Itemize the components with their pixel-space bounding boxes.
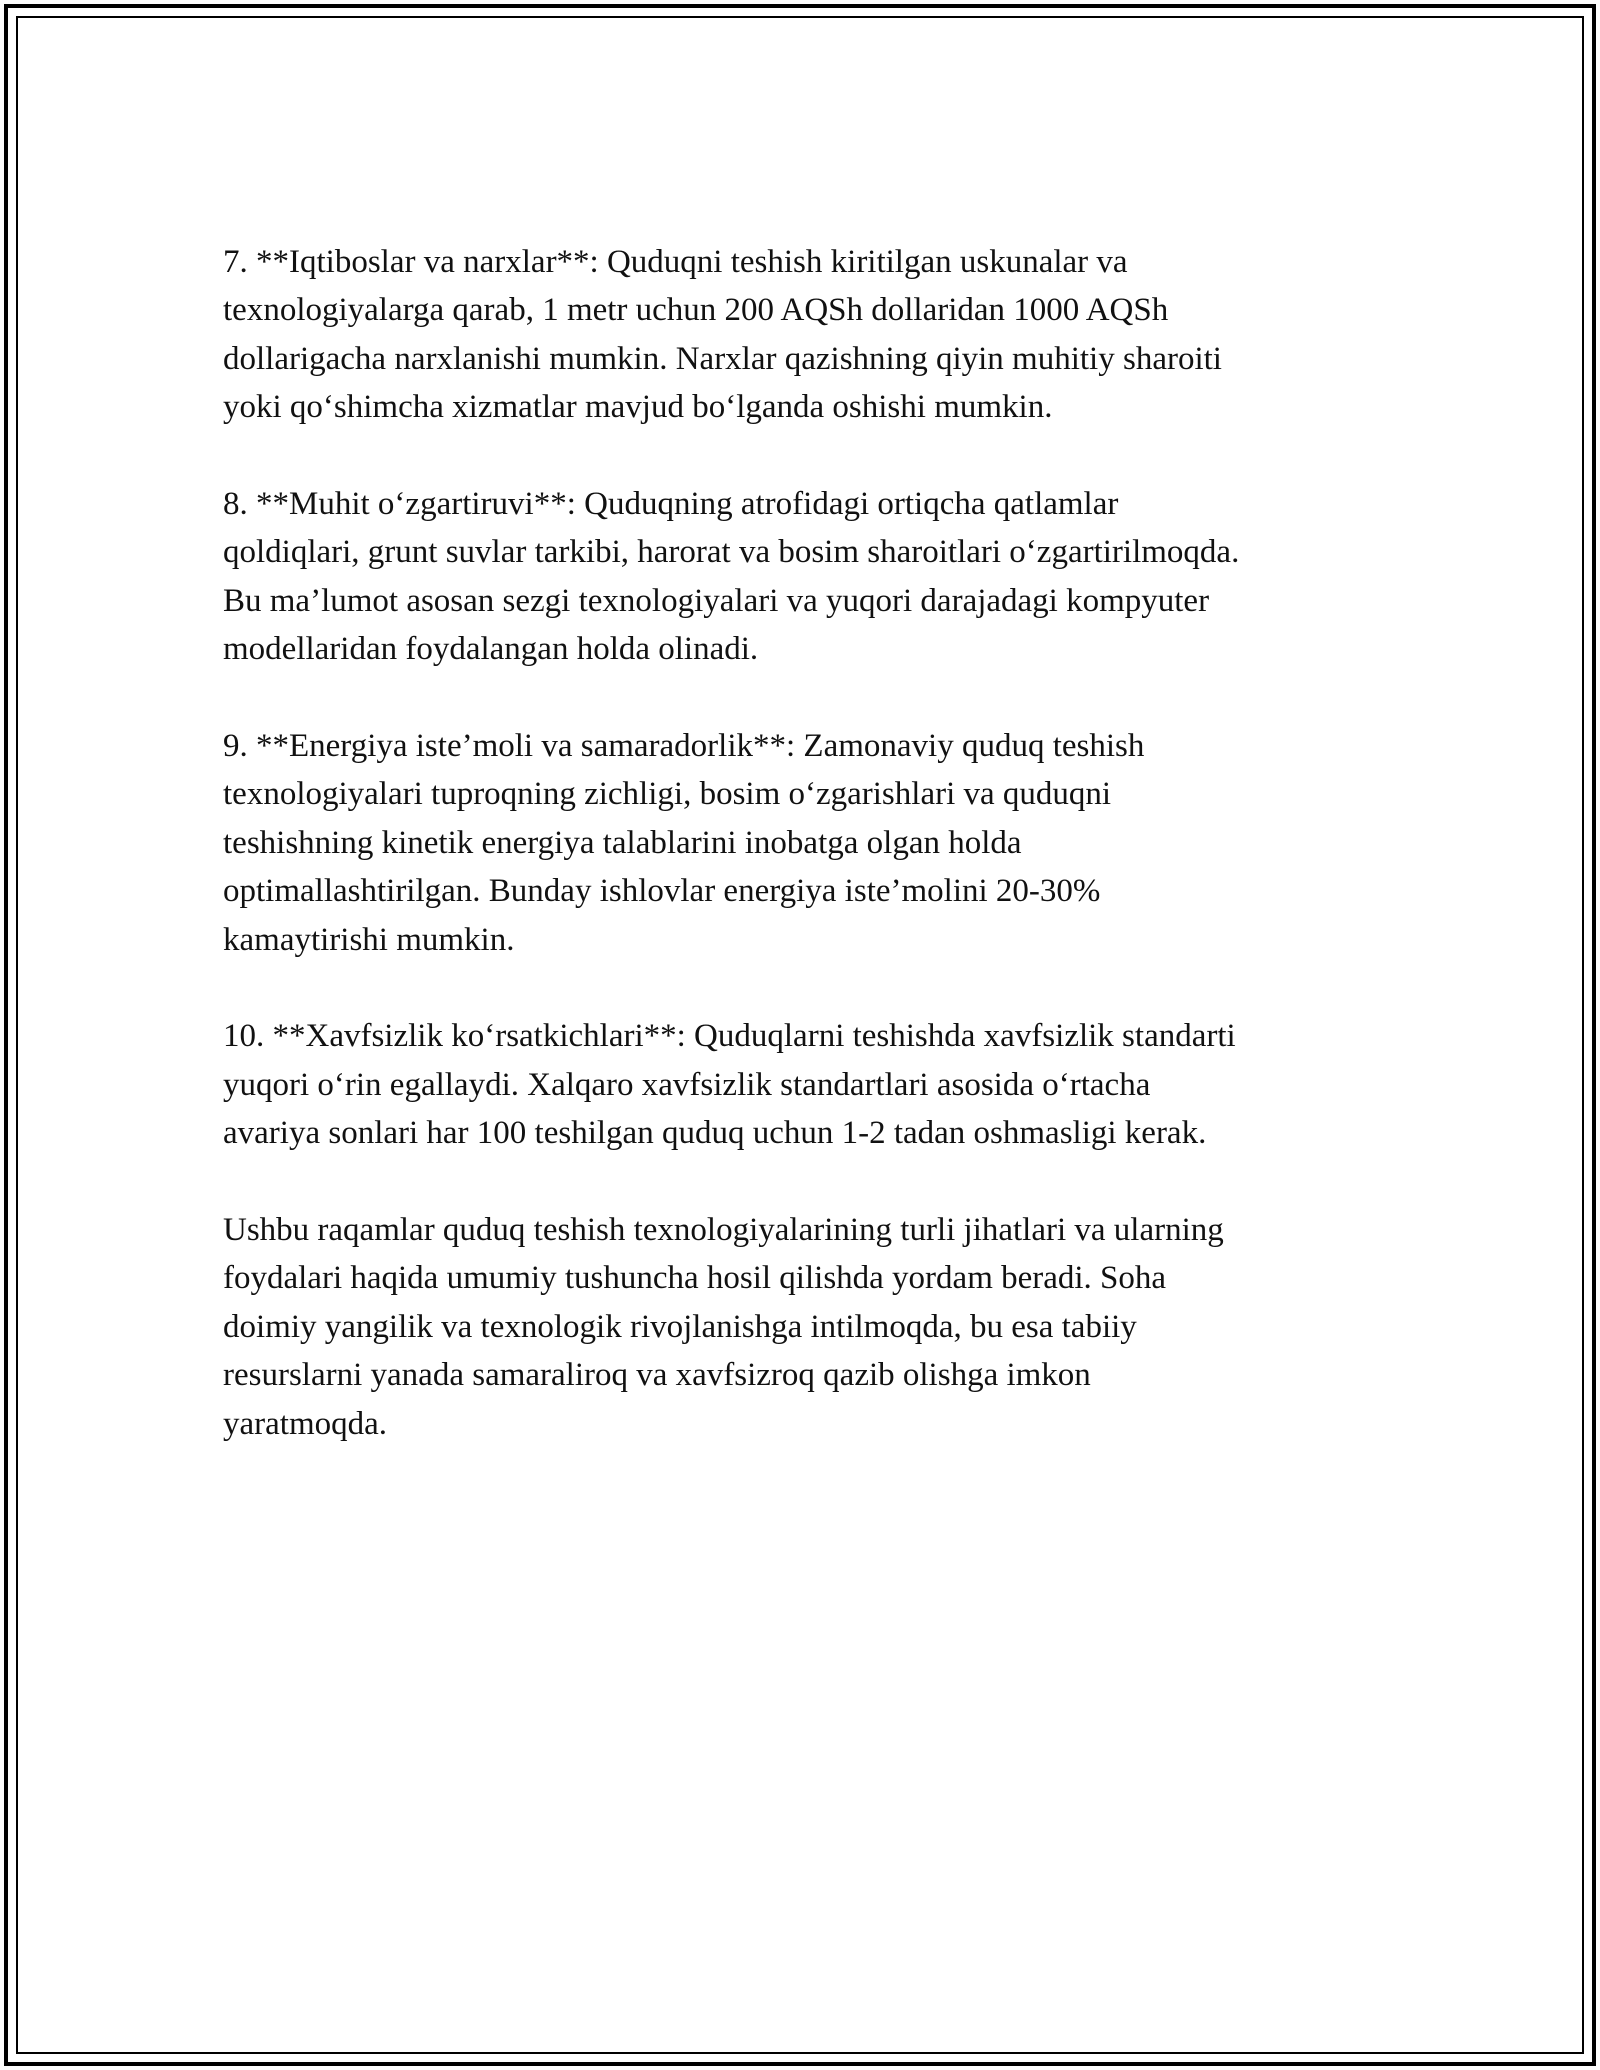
text-line: texnologiyalari tuproqning zichligi, bosim o‘zgarishlari va quduqni: [223, 776, 1112, 813]
text-line: resurslarni yanada samaraliroq va xavfsizroq qazib olishga imkon: [223, 1357, 1091, 1394]
text-line: Bu ma’lumot asosan sezgi texnologiyalari va yuqori darajadagi kompyuter: [223, 582, 1210, 619]
text-line: 10. **Xavfsizlik ko‘rsatkichlari**: Quduqlarni teshishda xavfsizlik standarti: [223, 1018, 1236, 1055]
paragraph-item-8: [223, 480, 1383, 674]
paragraph-item-10: [223, 1012, 1383, 1157]
text-line: foydalari haqida umumiy tushuncha hosil qilishda yordam beradi. Soha: [223, 1260, 1167, 1297]
text-line: 7. **Iqtiboslar va narxlar**: Quduqni teshish kiritilgan uskunalar va: [223, 244, 1128, 280]
text-line: kamaytirishi mumkin.: [223, 921, 515, 958]
paragraph-item-9: [223, 722, 1383, 964]
text-line: yaratmoqda.: [223, 1405, 388, 1442]
text-line: modellaridan foydalangan holda olinadi.: [223, 631, 759, 668]
text-line: optimallashtirilgan. Bunday ishlovlar energiya iste’molini 20-30%: [223, 873, 1101, 910]
text-line: yoki qo‘shimcha xizmatlar mavjud bo‘lganda oshishi mumkin.: [223, 389, 1053, 426]
text-line: Ushbu raqamlar quduq teshish texnologiyalarining turli jihatlari va ularning: [223, 1212, 1224, 1249]
text-line: avariya sonlari har 100 teshilgan quduq uchun 1-2 tadan oshmasligi kerak.: [223, 1115, 1207, 1152]
text-line: 8. **Muhit o‘zgartiruvi**: Quduqning atrofidagi ortiqcha qatlamlar: [223, 486, 1119, 523]
text-line: dollarigacha narxlanishi mumkin. Narxlar qazishning qiyin muhitiy sharoiti: [223, 340, 1222, 377]
text-line: qoldiqlari, grunt suvlar tarkibi, harorat va bosim sharoitlari o‘zgartirilmoqda.: [223, 534, 1240, 571]
text-line: texnologiyalarga qarab, 1 metr uchun 200 AQSh dollaridan 1000 AQSh: [223, 292, 1169, 329]
text-line: yuqori o‘rin egallaydi. Xalqaro xavfsizlik standartlari asosida o‘rtacha: [223, 1066, 1151, 1103]
paragraph-conclusion: [223, 1206, 1383, 1448]
paragraph-item-7: [223, 238, 1383, 432]
text-line: teshishning kinetik energiya talablarini inobatga olgan holda: [223, 824, 1022, 861]
document-body: [223, 238, 1383, 1448]
text-line: 9. **Energiya iste’moli va samaradorlik**: Zamonaviy quduq teshish: [223, 728, 1145, 765]
text-line: doimiy yangilik va texnologik rivojlanishga intilmoqda, bu esa tabiiy: [223, 1308, 1137, 1345]
